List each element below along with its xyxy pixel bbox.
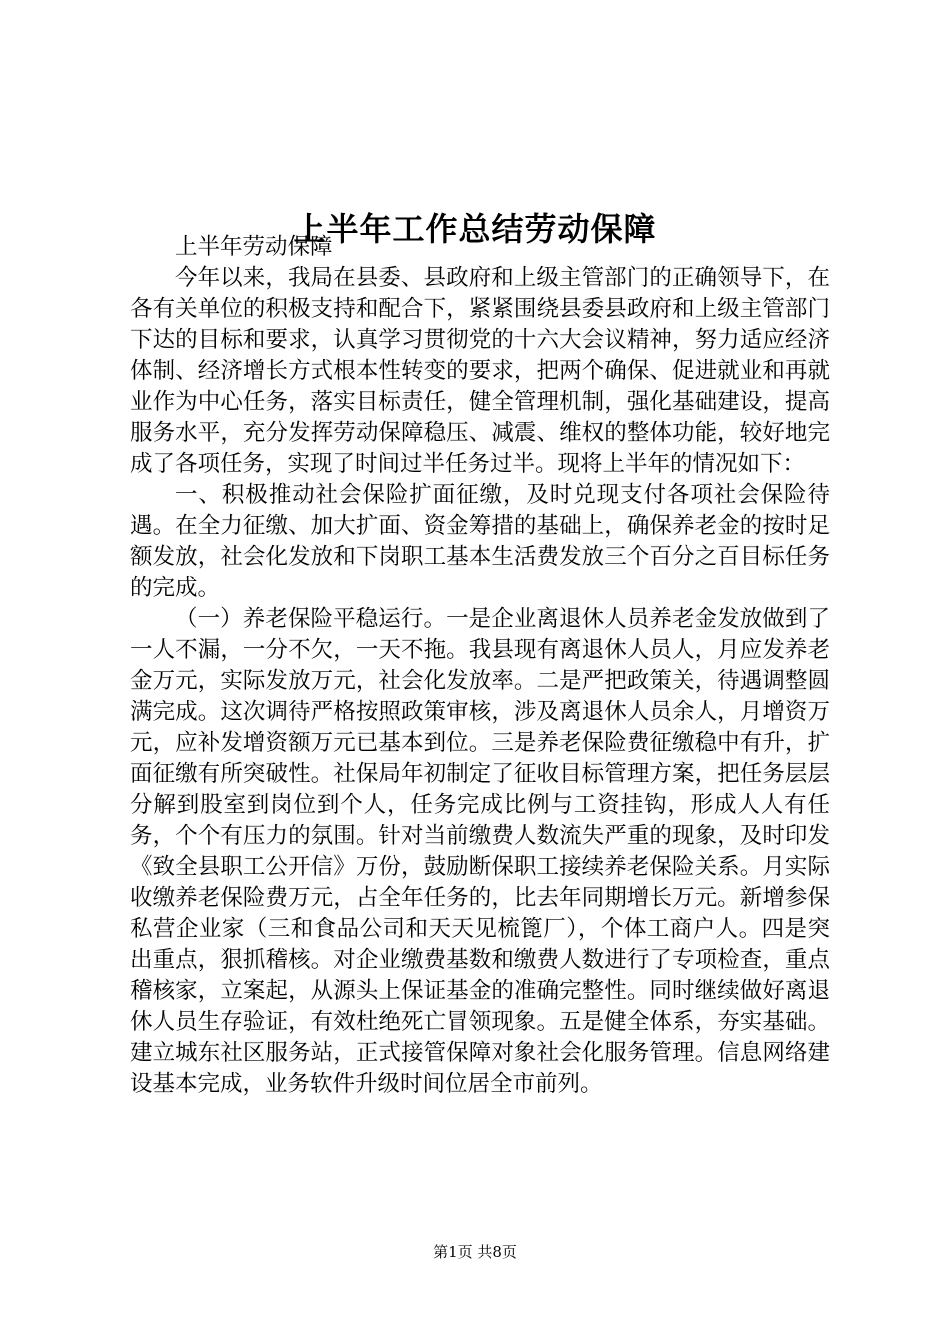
document-body bbox=[130, 232, 830, 1100]
paragraph-section-one: 一、积极推动社会保险扩面征缴，及时兑现支付各项社会保险待遇。在全力征缴、加大扩面、资金筹措的基础上，确保养老金的按时足额发放，社会化发放和下岗职工基本生活费发放三个百分之百目标任务的完成。 bbox=[130, 482, 830, 601]
paragraph-intro: 今年以来，我局在县委、县政府和上级主管部门的正确领导下，在各有关单位的积极支持和配合下，紧紧围绕县委县政府和上级主管部门下达的目标和要求，认真学习贯彻党的十六大会议精神，努力适应经济体制、经济增长方式根本性转变的要求，把两个确保、促进就业和再就业作为中心任务，落实目标责任，健全管理机制，强化基础建设，提高服务水平，充分发挥劳动保障稳压、减震、维权的整体功能，较好地完成了各项任务，实现了时间过半任务过半。现将上半年的情况如下： bbox=[130, 265, 830, 477]
paragraph-subtitle: 上半年劳动保障 bbox=[175, 234, 333, 260]
paragraph-pension: （一）养老保险平稳运行。一是企业离退休人员养老金发放做到了一人不漏，一分不欠，一天不拖。我县现有离退休人员人，月应发养老金万元，实际发放万元，社会化发放率。二是严把政策关，待遇调整圆满完成。这次调待严格按照政策审核，涉及离退休人员余人，月增资万元，应补发增资额万元已基本到位。三是养老保险费征缴稳中有升，扩面征缴有所突破性。社保局年初制定了征收目标管理方案，把任务层层分解到股室到岗位到个人，任务完成比例与工资挂钩，形成人人有任务，个个有压力的氛围。针对当前缴费人数流失严重的现象，及时印发《致全县职工公开信》万份，鼓励断保职工接续养老保险关系。月实际收缴养老保险费万元，占全年任务的，比去年同期增长万元。新增参保私营企业家（三和食品公司和天天见梳篦厂），个体工商户人。四是突出重点，狠抓稽核。对企业缴费基数和缴费人数进行了专项检查，重点稽核家，立案起，从源头上保证基金的准确完整性。同时继续做好离退休人员生存验证，有效杜绝死亡冒领现象。五是健全体系，夯实基础。建立城东社区服务站，正式接管保障对象社会化服务管理。信息网络建设基本完成，业务软件升级时间位居全市前列。 bbox=[130, 606, 830, 1097]
document-title: 上半年工作总结劳动保障 bbox=[293, 210, 657, 249]
page-number-footer: 第1页 共8页 bbox=[433, 1243, 517, 1261]
